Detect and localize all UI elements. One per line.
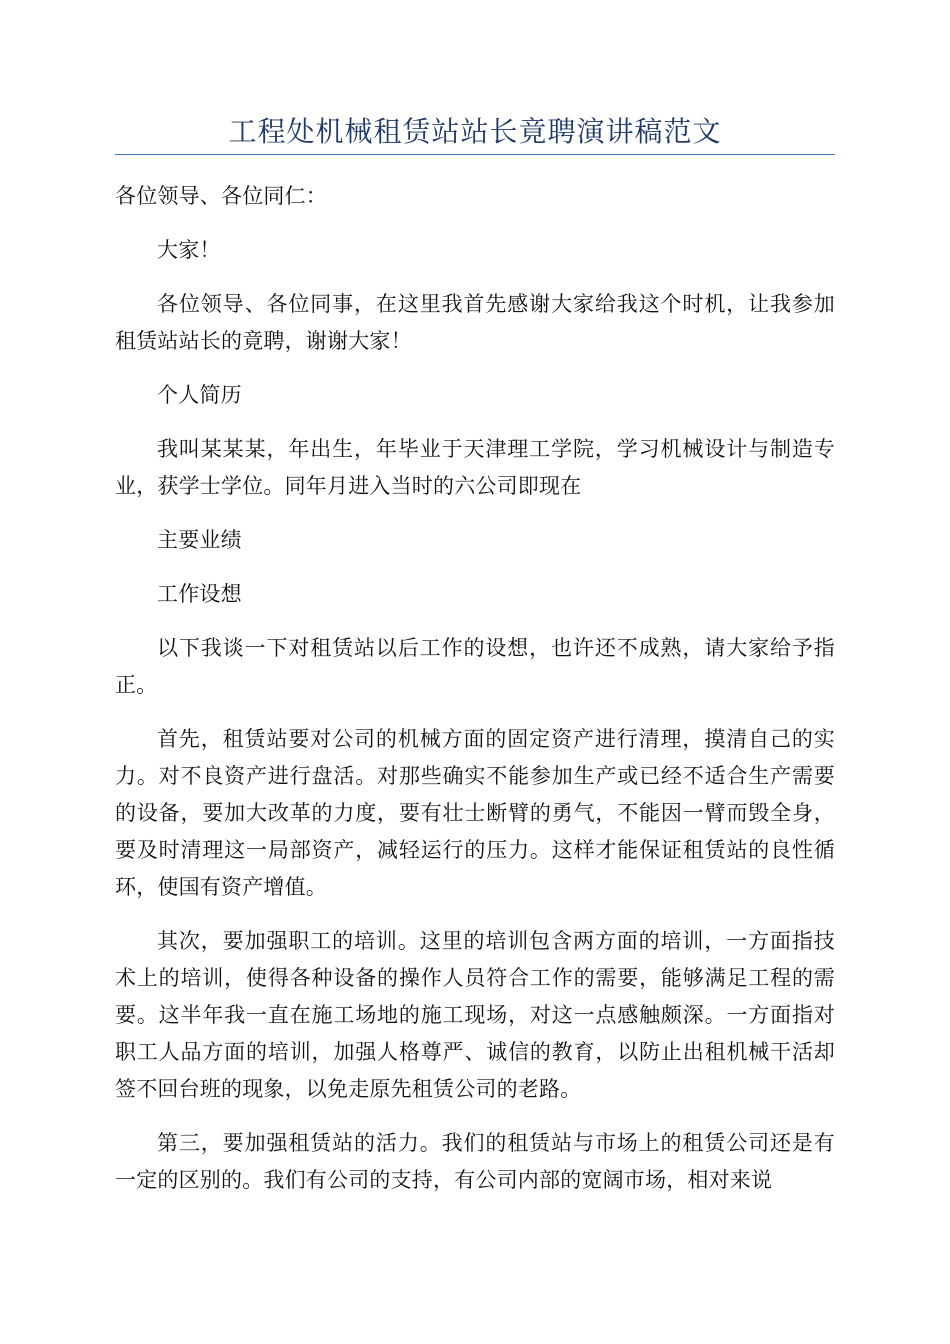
salutation: 各位领导、各位同仁： xyxy=(115,184,327,208)
paragraph-thanks: 各位领导、各位同事，在这里我首先感谢大家给我这个时机，让我参加租赁站站长的竟聘，谢谢大家！ xyxy=(115,292,835,353)
paragraph-plans-intro: 以下我谈一下对租赁站以后工作的设想，也许还不成熟，请大家给予指正。 xyxy=(115,636,835,697)
document-title: 工程处机械租赁站站长竟聘演讲稿范文 xyxy=(228,115,722,148)
paragraph-first: 首先，租赁站要对公司的机械方面的固定资产进行清理，摸清自己的实力。对不良资产进行盘活。对那些确实不能参加生产或已经不适合生产需要的设备，要加大改革的力度，要有壮士断臂的勇气，不能因一臂而毁全身，要及时清理这一局部资产，减轻运行的压力。这样才能保证租赁站的良性循环，使国有资产增值。 xyxy=(115,727,835,899)
document-body xyxy=(115,178,835,1216)
paragraph-third: 第三，要加强租赁站的活力。我们的租赁站与市场上的租赁公司还是有一定的区别的。我们有公司的支持，有公司内部的宽阔市场，相对来说 xyxy=(115,1131,835,1192)
title-underline xyxy=(115,154,835,155)
paragraph-resume: 我叫某某某，年出生，年毕业于天津理工学院，学习机械设计与制造专业，获学士学位。同年月进入当时的六公司即现在 xyxy=(115,437,835,498)
section-heading-plans: 工作设想 xyxy=(157,582,242,606)
section-heading-resume: 个人简历 xyxy=(157,383,242,407)
paragraph-second: 其次，要加强职工的培训。这里的培训包含两方面的培训，一方面指技术上的培训，使得各种设备的操作人员符合工作的需要，能够满足工程的需要。这半年我一直在施工场地的施工现场，对这一点感触颇深。一方面指对职工人品方面的培训，加强人格尊严、诚信的教育，以防止出租机械干活却签不回台班的现象，以免走原先租赁公司的老路。 xyxy=(115,929,835,1101)
paragraph-greeting: 大家！ xyxy=(157,238,221,262)
section-heading-achievements: 主要业绩 xyxy=(157,528,242,552)
